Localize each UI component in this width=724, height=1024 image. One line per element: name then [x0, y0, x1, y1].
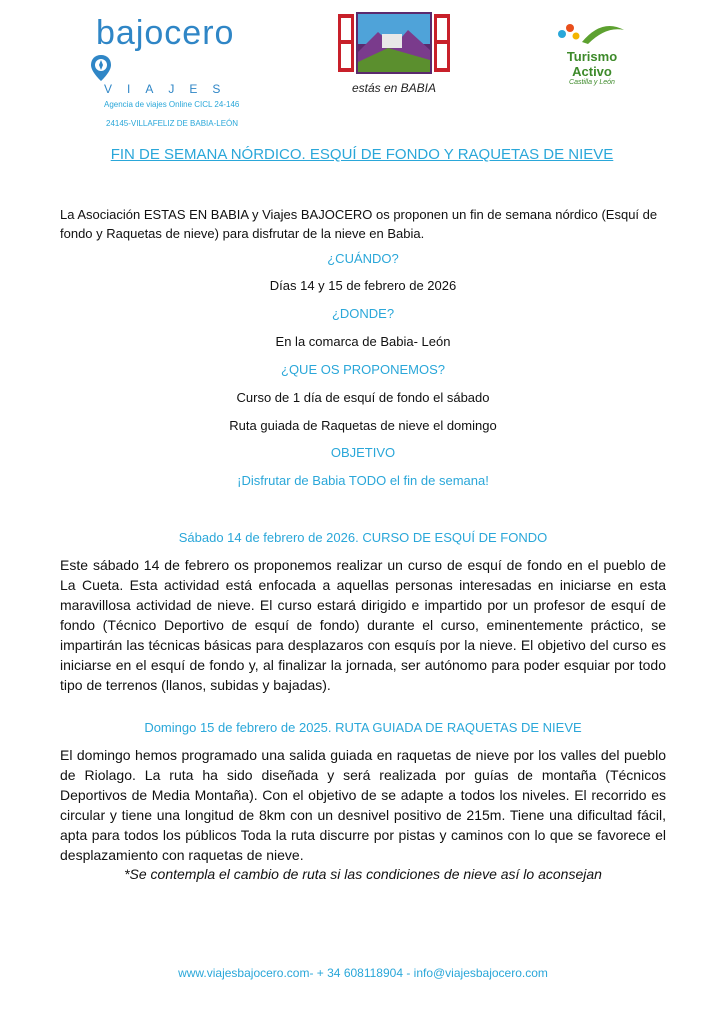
- turismo-subtitle: Castilla y León: [569, 79, 615, 86]
- agency-address: 24145-VILLAFELIZ DE BABIA-LEÓN: [106, 119, 239, 128]
- turismo-leaf-icon: [552, 20, 632, 46]
- objective-heading: OBJETIVO: [330, 445, 396, 460]
- turismo-title: Turismo Activo: [566, 49, 618, 79]
- babia-logo-text: estás en BABIA: [351, 81, 437, 95]
- footer-contact: www.viajesbajocero.com- + 34 608118904 - info@viajesbajocero.com: [178, 966, 548, 980]
- propose-heading: ¿QUE OS PROPONEMOS?: [281, 362, 445, 377]
- window-landscape-icon: [338, 12, 450, 76]
- propose-item: Curso de 1 día de esquí de fondo el sábado: [236, 390, 490, 405]
- when-text: Días 14 y 15 de febrero de 2026: [269, 278, 457, 293]
- agency-license: Agencia de viajes Online CICL 24-146: [104, 100, 240, 109]
- sunday-note: *Se contempla el cambio de ruta si las condiciones de nieve así lo aconsejan: [124, 866, 602, 882]
- objective-text: ¡Disfrutar de Babia TODO el fin de semana!: [237, 473, 489, 488]
- where-heading: ¿DONDE?: [331, 306, 395, 321]
- bajocero-logo: [96, 16, 256, 128]
- page-title: FIN DE SEMANA NÓRDICO. ESQUÍ DE FONDO Y RAQUETAS DE NIEVE: [110, 146, 614, 163]
- saturday-heading: Sábado 14 de febrero de 2026. CURSO DE ESQUÍ DE FONDO: [178, 530, 548, 545]
- bajocero-subbrand: VIAJES: [104, 82, 236, 96]
- propose-item: Ruta guiada de Raquetas de nieve el domingo: [229, 418, 497, 433]
- estas-en-babia-logo: [338, 12, 450, 95]
- intro-paragraph: La Asociación ESTAS EN BABIA y Viajes BAJOCERO os proponen un fin de semana nórdico (Esquí de fondo y Raquetas de nieve) para disfrutar de la nieve en Babia.: [60, 207, 658, 241]
- when-heading: ¿CUÁNDO?: [327, 251, 399, 266]
- compass-pin-icon: [90, 54, 112, 82]
- saturday-body: Este sábado 14 de febrero os proponemos realizar un curso de esquí de fondo en el pueblo de La Cueta. Esta actividad está enfocada a aquellas personas interesadas en iniciarse en esta maravillosa actividad de nieve. El curso estará dirigido e impartido por un profesor de esquí de fondo (Técnico Deportivo de esquí de fondo) durante el curso, eminentemente práctico, se impartirán las técnicas básicas para desplazaros con esquís por la nieve. El objetivo del curso es iniciarse en el esquí de fondo y, al finalizar la jornada, ser autónomo para poder esquiar por todo tipo de terrenos (llanos, subidas y bajadas).: [60, 557, 666, 693]
- sunday-body: El domingo hemos programado una salida guiada en raquetas de nieve por los valles del pueblo de Riolago. La ruta ha sido diseñada y será realizada por guías de montaña (Técnicos Deportivos de Media Montaña). Con el objetivo de se adapte a todos los niveles. El recorrido es circular y tiene una longitud de 8km con un desnivel positivo de 215m. Tiene una dificultad fácil, apta para todos los públicos Toda la ruta discurre por pistas y caminos con lo que se favorece el desplazamiento con raquetas de nieve.: [60, 747, 666, 863]
- sunday-heading: Domingo 15 de febrero de 2025. RUTA GUIADA DE RAQUETAS DE NIEVE: [144, 720, 582, 735]
- bajocero-brand: bajocero: [96, 16, 256, 84]
- where-text: En la comarca de Babia- León: [275, 334, 451, 349]
- turismo-activo-logo: [552, 20, 632, 86]
